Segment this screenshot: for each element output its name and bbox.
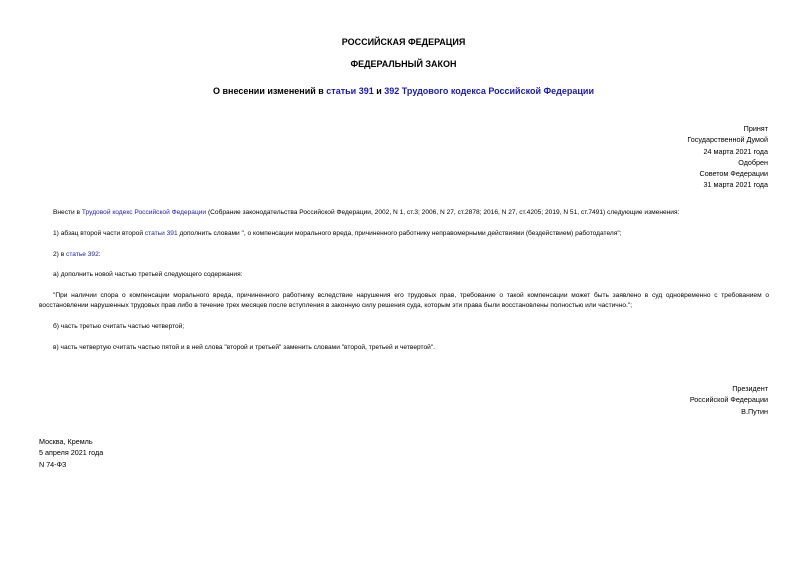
council-date: 31 марта 2021 года bbox=[703, 180, 768, 190]
council-label: Советом Федерации bbox=[699, 169, 768, 179]
article-392-link[interactable]: 392 Трудового кодекса Российской Федерации bbox=[384, 86, 594, 96]
place-city: Москва, Кремль bbox=[39, 437, 93, 446]
signature-title: Президент bbox=[732, 384, 768, 393]
accepted-label: Принят bbox=[743, 124, 768, 133]
law-title bbox=[0, 86, 807, 96]
article-391-link[interactable]: статьи 391 bbox=[326, 86, 374, 96]
item-1-prefix: 1) абзац второй части второй bbox=[53, 230, 145, 237]
law-type-heading: ФЕДЕРАЛЬНЫЙ ЗАКОН bbox=[350, 59, 457, 69]
quote-paragraph: "При наличии спора о компенсации морального вреда, причиненного работнику вследствие нарушения его трудовых прав, требование о такой компенсации может быть заявлено в суд одновременно с требованием о восстановлении нарушенных трудовых прав либо в течение трех месяцев после вступления в законную силу решения суда, которым эти права были восстановлены полностью или частично."; bbox=[39, 292, 769, 309]
item-2-prefix: 2) в bbox=[53, 251, 67, 258]
adoption-block bbox=[687, 123, 768, 191]
place-date: 5 апреля 2021 года bbox=[39, 448, 104, 458]
title-mid: и bbox=[373, 86, 385, 96]
approved-label: Одобрен bbox=[738, 157, 768, 167]
article-391-body-link[interactable]: статьи 391 bbox=[144, 230, 178, 237]
signature-country: Российской Федерации bbox=[689, 395, 768, 405]
item-2-paragraph bbox=[39, 250, 769, 260]
intro-paragraph bbox=[39, 208, 769, 218]
signature-block bbox=[690, 383, 768, 417]
intro-suffix: (Собрание законодательства Российской Федерации, 2002, N 1, ст.3; 2006, N 27, ст.2878; 2016, N 27, ст.4205; 2019, N 51, ст.7491) следующие изменения: bbox=[206, 209, 680, 216]
duma-label: Государственной Думой bbox=[687, 135, 768, 145]
item-2-suffix: : bbox=[98, 251, 101, 258]
federation-heading: РОССИЙСКАЯ ФЕДЕРАЦИЯ bbox=[341, 37, 466, 47]
place-block bbox=[39, 436, 103, 470]
title-prefix: О внесении изменений в bbox=[213, 86, 327, 96]
labor-code-link[interactable]: Трудовой кодекс Российской Федерации bbox=[81, 209, 207, 216]
item-1-suffix: дополнить словами ", о компенсации морального вреда, причиненного работнику неправомерными действиями (бездействием) работодателя"; bbox=[177, 230, 622, 237]
item-1-paragraph bbox=[39, 229, 769, 239]
law-number: N 74-ФЗ bbox=[39, 459, 67, 469]
intro-prefix: Внести в bbox=[53, 209, 82, 216]
item-2b-paragraph: б) часть третью считать частью четвертой; bbox=[53, 323, 185, 330]
signature-name: В.Путин bbox=[741, 406, 768, 416]
duma-date: 24 марта 2021 года bbox=[703, 146, 768, 156]
item-2a-paragraph: а) дополнить новой частью третьей следующего содержания: bbox=[53, 271, 243, 278]
article-392-body-link[interactable]: статье 392 bbox=[66, 251, 99, 258]
item-2c-paragraph: в) часть четвертую считать частью пятой и в ней слова "второй и третьей" заменить словами "второй, третьей и четвертой". bbox=[53, 344, 435, 351]
